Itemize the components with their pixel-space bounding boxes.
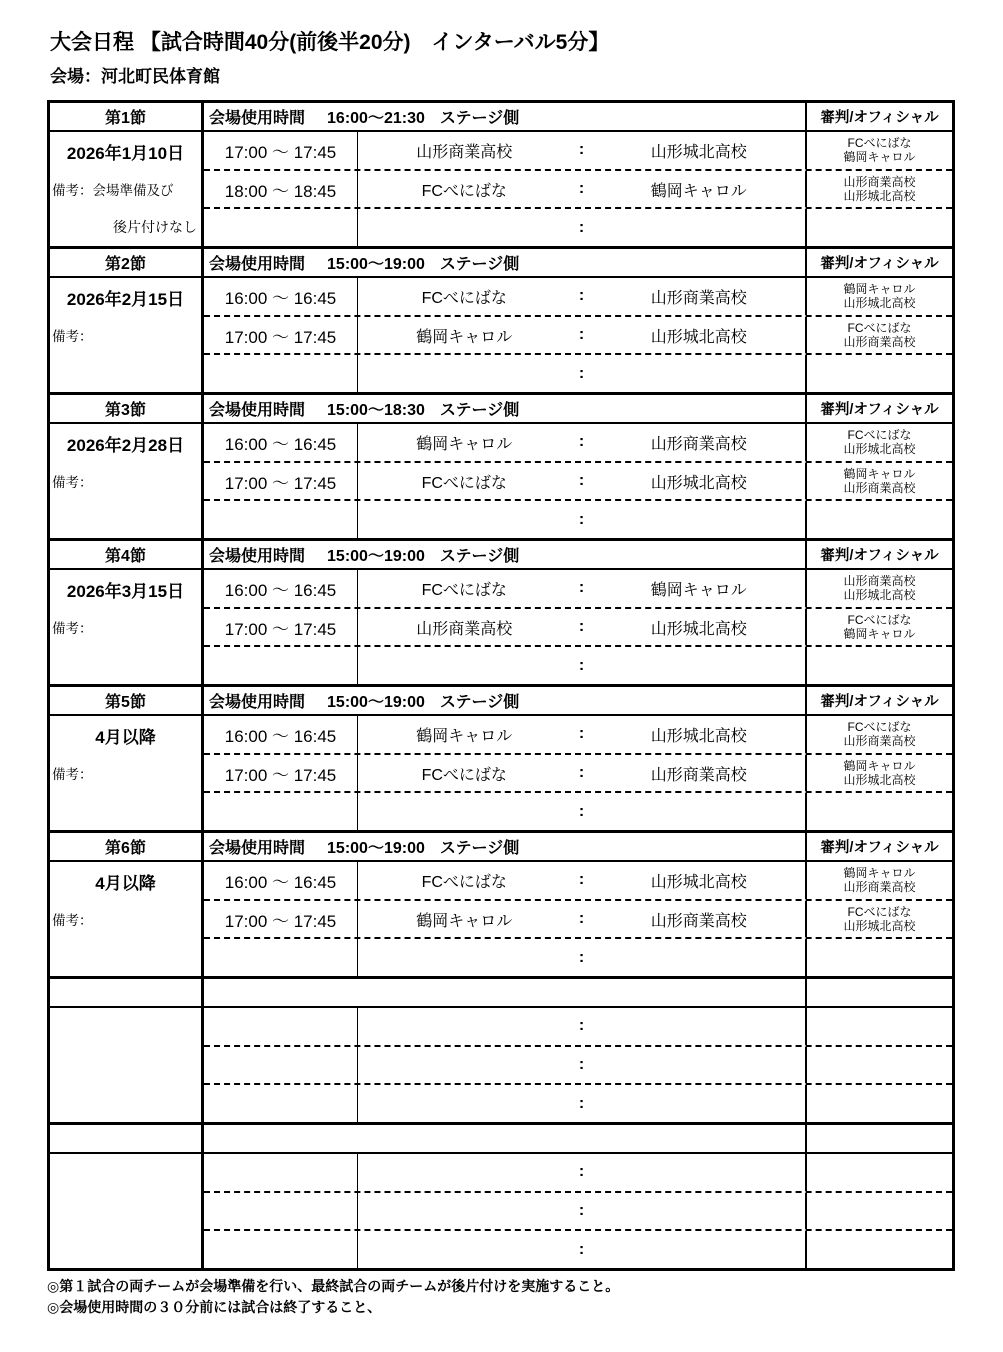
match-row	[204, 1154, 952, 1191]
home-team: FCべにばな	[421, 474, 507, 492]
match-time: 17:00 〜 17:45	[204, 132, 358, 169]
venue-usage-cell	[204, 395, 805, 422]
match-row	[204, 570, 952, 607]
section-info-cell	[50, 570, 204, 684]
officials-cell	[807, 424, 952, 461]
match-time: 18:00 〜 18:45	[204, 171, 358, 208]
section-info-cell	[50, 862, 204, 976]
stage-side-label: ステージ側	[439, 110, 520, 127]
section-date: 2026年3月15日	[66, 581, 185, 601]
home-team: FCべにばな	[421, 182, 507, 200]
section-header-row	[50, 687, 952, 716]
match-time: 17:00 〜 17:45	[204, 317, 358, 354]
match-colon: :	[578, 287, 585, 305]
official-name: 山形城北高校	[843, 919, 916, 933]
referee-column-header: 審判/オフィシャル	[805, 687, 952, 714]
section-note: 備考：	[52, 621, 93, 636]
section-note	[50, 1046, 201, 1084]
match-cell	[358, 1008, 807, 1045]
stage-side-label: ステージ側	[439, 548, 520, 565]
venue-usage-cell	[204, 979, 805, 1006]
section-body	[50, 278, 952, 392]
match-colon: :	[578, 1094, 585, 1112]
match-cell	[358, 716, 807, 753]
referee-column-header: 審判/オフィシャル	[805, 395, 952, 422]
match-cell	[358, 355, 807, 392]
referee-column-header: 審判/オフィシャル	[805, 249, 952, 276]
section-label	[50, 1125, 204, 1152]
section-note-line2	[50, 792, 201, 830]
match-row	[204, 424, 952, 461]
section-info-cell	[50, 716, 204, 830]
section-body	[50, 570, 952, 684]
referee-column-header: 審判/オフィシャル	[805, 541, 952, 568]
match-cell	[358, 424, 807, 461]
match-time	[204, 1085, 358, 1122]
schedule-section	[50, 976, 952, 1122]
section-note-line2	[50, 354, 201, 392]
match-colon: :	[578, 218, 585, 236]
section-note: 備考：会場準備及び	[52, 183, 174, 198]
match-time	[204, 1154, 358, 1191]
match-time: 16:00 〜 16:45	[204, 716, 358, 753]
official-name: FCべにばな	[847, 428, 912, 443]
officials-cell	[807, 716, 952, 753]
usage-time: 16:00〜21:30	[327, 110, 425, 127]
section-label: 第2節	[50, 249, 204, 276]
referee-column-header: 審判/オフィシャル	[805, 833, 952, 860]
section-header-row	[50, 1125, 952, 1154]
match-cell	[358, 1193, 807, 1230]
section-date: 2026年1月10日	[66, 143, 185, 163]
away-team: 山形城北高校	[650, 727, 747, 745]
match-cell	[358, 501, 807, 538]
match-cell	[358, 755, 807, 792]
match-cell	[358, 1047, 807, 1084]
section-header-row	[50, 249, 952, 278]
officials-cell	[807, 1008, 952, 1045]
section-date: 2026年2月15日	[66, 289, 185, 309]
usage-label: 会場使用時間	[209, 402, 306, 419]
match-rows	[204, 1008, 952, 1122]
venue-usage-cell	[204, 541, 805, 568]
match-row	[204, 607, 952, 646]
match-row	[204, 1191, 952, 1230]
officials-cell	[807, 939, 952, 976]
match-colon: :	[578, 656, 585, 674]
match-rows	[204, 278, 952, 392]
section-info-cell	[50, 1154, 204, 1268]
officials-cell	[807, 1085, 952, 1122]
match-time: 16:00 〜 16:45	[204, 570, 358, 607]
official-name: 山形城北高校	[843, 442, 916, 457]
referee-column-header: 審判/オフィシャル	[805, 103, 952, 130]
officials-cell	[807, 1047, 952, 1084]
official-name: 山形商業高校	[843, 574, 916, 589]
usage-time: 15:00〜19:00	[327, 548, 425, 565]
stage-side-label: ステージ側	[439, 402, 520, 419]
away-team: 山形城北高校	[650, 143, 747, 161]
section-date	[50, 1008, 201, 1046]
match-time: 17:00 〜 17:45	[204, 609, 358, 646]
officials-cell	[807, 901, 952, 938]
match-time	[204, 209, 358, 246]
match-colon: :	[578, 364, 585, 382]
schedule-table	[47, 100, 955, 1271]
section-info-cell	[50, 424, 204, 538]
match-row	[204, 461, 952, 500]
schedule-section	[50, 103, 952, 246]
usage-label: 会場使用時間	[209, 256, 306, 273]
usage-label: 会場使用時間	[209, 110, 306, 127]
match-colon: :	[578, 472, 585, 489]
schedule-section	[50, 830, 952, 976]
match-cell	[358, 862, 807, 899]
match-row	[204, 1008, 952, 1045]
section-body	[50, 862, 952, 976]
match-time: 17:00 〜 17:45	[204, 463, 358, 500]
usage-time: 15:00〜18:30	[327, 402, 425, 419]
section-note	[50, 1192, 201, 1230]
usage-time: 15:00〜19:00	[327, 694, 425, 711]
match-colon: :	[578, 141, 585, 159]
stage-side-label: ステージ側	[439, 694, 520, 711]
official-name: FCべにばな	[847, 720, 912, 735]
official-name: 山形商業高校	[843, 175, 916, 189]
match-time: 17:00 〜 17:45	[204, 901, 358, 938]
officials-cell	[807, 755, 952, 792]
match-cell	[358, 1085, 807, 1122]
home-team: FCべにばな	[421, 766, 507, 784]
venue-usage-cell	[204, 1125, 805, 1152]
home-team: 山形商業高校	[416, 620, 513, 638]
match-cell	[358, 463, 807, 500]
official-name: 山形商業高校	[843, 734, 916, 749]
section-label: 第5節	[50, 687, 204, 714]
officials-cell	[807, 209, 952, 246]
match-row	[204, 862, 952, 899]
match-row	[204, 645, 952, 684]
match-time	[204, 501, 358, 538]
schedule-section	[50, 246, 952, 392]
schedule-section	[50, 684, 952, 830]
official-name: FCべにばな	[847, 905, 912, 919]
match-row	[204, 315, 952, 354]
section-body	[50, 424, 952, 538]
section-note-line2	[50, 646, 201, 684]
match-time: 16:00 〜 16:45	[204, 424, 358, 461]
officials-cell	[807, 355, 952, 392]
section-note: 備考：	[52, 475, 93, 490]
match-time	[204, 1008, 358, 1045]
page-title: 大会日程 【試合時間40分(前後半20分) インターバル5分】	[50, 31, 610, 54]
away-team: 山形城北高校	[650, 328, 747, 346]
match-cell	[358, 939, 807, 976]
match-cell	[358, 1154, 807, 1191]
section-body	[50, 132, 952, 246]
officials-cell	[807, 1193, 952, 1230]
official-name: 鶴岡キャロル	[843, 627, 916, 641]
home-team: 鶴岡キャロル	[416, 435, 513, 453]
match-rows	[204, 424, 952, 538]
referee-column-header	[805, 1125, 952, 1152]
away-team: 山形商業高校	[650, 912, 747, 930]
match-colon: :	[578, 510, 585, 528]
match-row	[204, 353, 952, 392]
away-team: 山形城北高校	[650, 474, 747, 492]
match-row	[204, 899, 952, 938]
official-name: FCべにばな	[847, 136, 912, 151]
officials-cell	[807, 793, 952, 830]
section-body	[50, 716, 952, 830]
match-time: 16:00 〜 16:45	[204, 862, 358, 899]
section-info-cell	[50, 1008, 204, 1122]
match-row	[204, 791, 952, 830]
usage-time: 15:00〜19:00	[327, 840, 425, 857]
match-row	[204, 132, 952, 169]
footer-notes	[47, 1276, 619, 1318]
section-date: 4月以降	[95, 727, 156, 747]
officials-cell	[807, 647, 952, 684]
section-header-row	[50, 103, 952, 132]
away-team: 鶴岡キャロル	[650, 581, 747, 599]
match-cell	[358, 278, 807, 315]
match-time	[204, 355, 358, 392]
footer-note-2: ◎会場使用時間の３０分前には試合は終了すること、	[47, 1299, 382, 1315]
section-body	[50, 1008, 952, 1122]
match-colon: :	[578, 948, 585, 966]
section-note: 備考：	[52, 767, 93, 782]
section-date	[50, 1154, 201, 1192]
match-colon: :	[578, 764, 585, 781]
usage-label: 会場使用時間	[209, 694, 306, 711]
match-row	[204, 169, 952, 208]
match-time: 16:00 〜 16:45	[204, 278, 358, 315]
match-rows	[204, 132, 952, 246]
match-cell	[358, 132, 807, 169]
official-name: 山形城北高校	[843, 296, 916, 311]
home-team: FCべにばな	[421, 289, 507, 307]
officials-cell	[807, 862, 952, 899]
away-team: 山形商業高校	[650, 435, 747, 453]
match-colon: :	[578, 1017, 585, 1035]
section-label: 第4節	[50, 541, 204, 568]
away-team: 山形城北高校	[650, 873, 747, 891]
match-cell	[358, 317, 807, 354]
official-name: 山形商業高校	[843, 335, 916, 349]
stage-side-label: ステージ側	[439, 840, 520, 857]
officials-cell	[807, 570, 952, 607]
official-name: 鶴岡キャロル	[843, 866, 916, 881]
match-colon: :	[578, 618, 585, 635]
section-header-row	[50, 395, 952, 424]
away-team: 山形商業高校	[650, 766, 747, 784]
match-row	[204, 716, 952, 753]
match-time	[204, 1047, 358, 1084]
officials-cell	[807, 278, 952, 315]
match-cell	[358, 901, 807, 938]
match-row	[204, 753, 952, 792]
match-row	[204, 1083, 952, 1122]
usage-time: 15:00〜19:00	[327, 256, 425, 273]
footer-note-1: ◎第１試合の両チームが会場準備を行い、最終試合の両チームが後片付けを実施すること。	[47, 1278, 620, 1294]
section-header-row	[50, 979, 952, 1008]
match-colon: :	[578, 326, 585, 343]
match-colon: :	[578, 1163, 585, 1181]
match-colon: :	[578, 180, 585, 197]
venue-usage-cell	[204, 687, 805, 714]
match-colon: :	[578, 579, 585, 597]
section-header-row	[50, 833, 952, 862]
match-row	[204, 278, 952, 315]
official-name: 山形城北高校	[843, 773, 916, 787]
match-colon: :	[578, 1240, 585, 1258]
official-name: 山形城北高校	[843, 588, 916, 603]
section-note-line2	[50, 1084, 201, 1122]
match-colon: :	[578, 433, 585, 451]
match-cell	[358, 609, 807, 646]
away-team: 鶴岡キャロル	[650, 182, 747, 200]
officials-cell	[807, 609, 952, 646]
section-note-line2	[50, 500, 201, 538]
section-note-line2	[50, 1230, 201, 1268]
section-info-cell	[50, 278, 204, 392]
match-cell	[358, 647, 807, 684]
officials-cell	[807, 171, 952, 208]
venue-usage-cell	[204, 249, 805, 276]
match-rows	[204, 862, 952, 976]
match-cell	[358, 209, 807, 246]
official-name: 鶴岡キャロル	[843, 759, 916, 773]
section-label: 第1節	[50, 103, 204, 130]
official-name: 山形商業高校	[843, 481, 916, 495]
official-name: 鶴岡キャロル	[843, 150, 916, 165]
schedule-section	[50, 1122, 952, 1268]
official-name: 鶴岡キャロル	[843, 282, 916, 297]
match-row	[204, 207, 952, 246]
venue-label: 会場：河北町民体育館	[50, 67, 220, 86]
home-team: FCべにばな	[421, 581, 507, 599]
match-row	[204, 937, 952, 976]
official-name: FCべにばな	[847, 613, 912, 627]
away-team: 山形商業高校	[650, 289, 747, 307]
referee-column-header	[805, 979, 952, 1006]
section-label: 第6節	[50, 833, 204, 860]
section-label: 第3節	[50, 395, 204, 422]
section-note: 備考：	[52, 329, 93, 344]
officials-cell	[807, 317, 952, 354]
venue-usage-cell	[204, 833, 805, 860]
match-rows	[204, 1154, 952, 1268]
usage-label: 会場使用時間	[209, 548, 306, 565]
section-note-line2: 後片付けなし	[113, 219, 197, 235]
officials-cell	[807, 132, 952, 169]
section-label	[50, 979, 204, 1006]
officials-cell	[807, 1231, 952, 1268]
stage-side-label: ステージ側	[439, 256, 520, 273]
home-team: 鶴岡キャロル	[416, 912, 513, 930]
schedule-section	[50, 392, 952, 538]
match-row	[204, 499, 952, 538]
venue-usage-cell	[204, 103, 805, 130]
match-time	[204, 1193, 358, 1230]
home-team: 鶴岡キャロル	[416, 328, 513, 346]
match-time	[204, 793, 358, 830]
section-note: 備考：	[52, 913, 93, 928]
match-time: 17:00 〜 17:45	[204, 755, 358, 792]
section-info-cell	[50, 132, 204, 246]
section-date: 4月以降	[95, 873, 156, 893]
match-row	[204, 1045, 952, 1084]
match-cell	[358, 1231, 807, 1268]
section-body	[50, 1154, 952, 1268]
usage-label: 会場使用時間	[209, 840, 306, 857]
match-colon: :	[578, 1056, 585, 1073]
match-cell	[358, 570, 807, 607]
home-team: 鶴岡キャロル	[416, 727, 513, 745]
officials-cell	[807, 463, 952, 500]
section-note-line2	[50, 938, 201, 976]
official-name: 山形商業高校	[843, 880, 916, 895]
match-cell	[358, 171, 807, 208]
match-time	[204, 1231, 358, 1268]
match-colon: :	[578, 871, 585, 889]
official-name: 鶴岡キャロル	[843, 467, 916, 481]
away-team: 山形城北高校	[650, 620, 747, 638]
schedule-section	[50, 538, 952, 684]
officials-cell	[807, 501, 952, 538]
match-row	[204, 1229, 952, 1268]
official-name: 山形城北高校	[843, 189, 916, 203]
match-rows	[204, 570, 952, 684]
official-name: FCべにばな	[847, 321, 912, 335]
match-colon: :	[578, 725, 585, 743]
home-team: FCべにばな	[421, 873, 507, 891]
match-cell	[358, 793, 807, 830]
match-time	[204, 939, 358, 976]
home-team: 山形商業高校	[416, 143, 513, 161]
section-date: 2026年2月28日	[66, 435, 185, 455]
match-time	[204, 647, 358, 684]
match-colon: :	[578, 1202, 585, 1219]
officials-cell	[807, 1154, 952, 1191]
match-colon: :	[578, 802, 585, 820]
match-rows	[204, 716, 952, 830]
match-colon: :	[578, 910, 585, 927]
section-header-row	[50, 541, 952, 570]
